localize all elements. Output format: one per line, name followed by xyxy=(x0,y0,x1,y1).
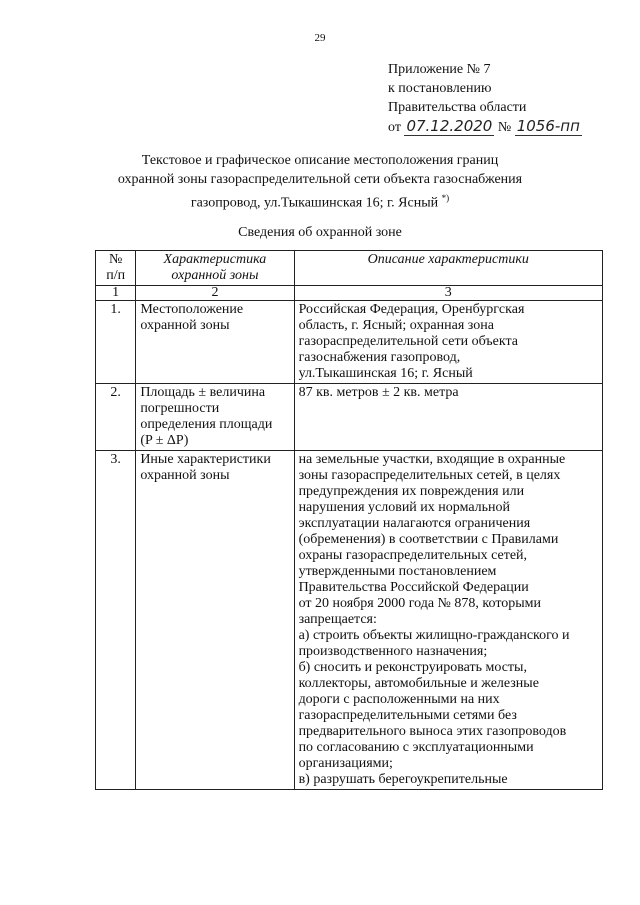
row-description: 87 кв. метров ± 2 кв. метра xyxy=(294,384,602,451)
title-line-2: охранной зоны газораспределительной сети объекта газоснабжения xyxy=(117,172,523,187)
row-num: 1. xyxy=(96,301,136,384)
header-description: Описание характеристики xyxy=(294,251,602,286)
table-row xyxy=(96,301,603,384)
header-num: № п/п xyxy=(96,251,136,286)
table-header-row xyxy=(96,251,603,286)
column-number: 3 xyxy=(294,286,602,301)
section-subtitle: Сведения об охранной зоне xyxy=(238,225,402,240)
column-number: 2 xyxy=(136,286,294,301)
appendix-block xyxy=(388,60,582,137)
number-prefix: № xyxy=(497,120,512,135)
document-title xyxy=(80,151,560,213)
table-row xyxy=(96,384,603,451)
row-characteristic: Местоположение охранной зоны xyxy=(136,301,294,384)
appendix-line-2: к постановлению xyxy=(388,81,492,96)
handwritten-number: 1056-пп xyxy=(516,117,580,135)
handwritten-date: 07.12.2020 xyxy=(406,117,493,135)
row-description: Российская Федерация, Оренбургская область, г. Ясный; охранная зона газораспределительной сети объекта газоснабжения газопровод, ул.Тыкашинская 16; г. Ясный xyxy=(294,301,602,384)
appendix-line-3: Правительства области xyxy=(388,100,527,115)
appendix-line-1: Приложение № 7 xyxy=(388,62,491,77)
page-number: 29 xyxy=(314,32,326,44)
appendix-date-line xyxy=(388,117,582,137)
column-number-row xyxy=(96,286,603,301)
title-line-1: Текстовое и графическое описание местоположения границ xyxy=(141,153,499,168)
row-num: 3. xyxy=(96,451,136,790)
row-num: 2. xyxy=(96,384,136,451)
title-line-3 xyxy=(80,189,560,213)
zone-info-table xyxy=(95,250,603,790)
table-row xyxy=(96,451,603,790)
title-line-3-text: газопровод, ул.Тыкашинская 16; г. Ясный xyxy=(190,195,439,211)
column-number: 1 xyxy=(96,286,136,301)
row-characteristic: Иные характеристики охранной зоны xyxy=(136,451,294,790)
header-characteristic: Характеристика охранной зоны xyxy=(136,251,294,286)
footnote-mark: *) xyxy=(441,193,450,203)
row-characteristic: Площадь ± величина погрешности определения площади (P ± ΔP) xyxy=(136,384,294,451)
date-prefix: от xyxy=(388,120,401,135)
row-description: на земельные участки, входящие в охранные зоны газораспределительных сетей, в целях предупреждения их повреждения или нарушения условий их нормальной эксплуатации налагаются ограничения (обременения) в соответствии с Правилами охраны газораспределительных сетей, утвержденными постановлением Правительства Российской Федерации от 20 ноября 2000 года № 878, которыми запрещается: а) строить объекты жилищно-гражданского и производственного назначения; б) сносить и реконструировать мосты, коллекторы, автомобильные и железные дороги с расположенными на них газораспределительными сетями без предварительного выноса этих газопроводов по согласованию с эксплуатационными организациями; в) разрушать берегоукрепительные xyxy=(294,451,602,790)
